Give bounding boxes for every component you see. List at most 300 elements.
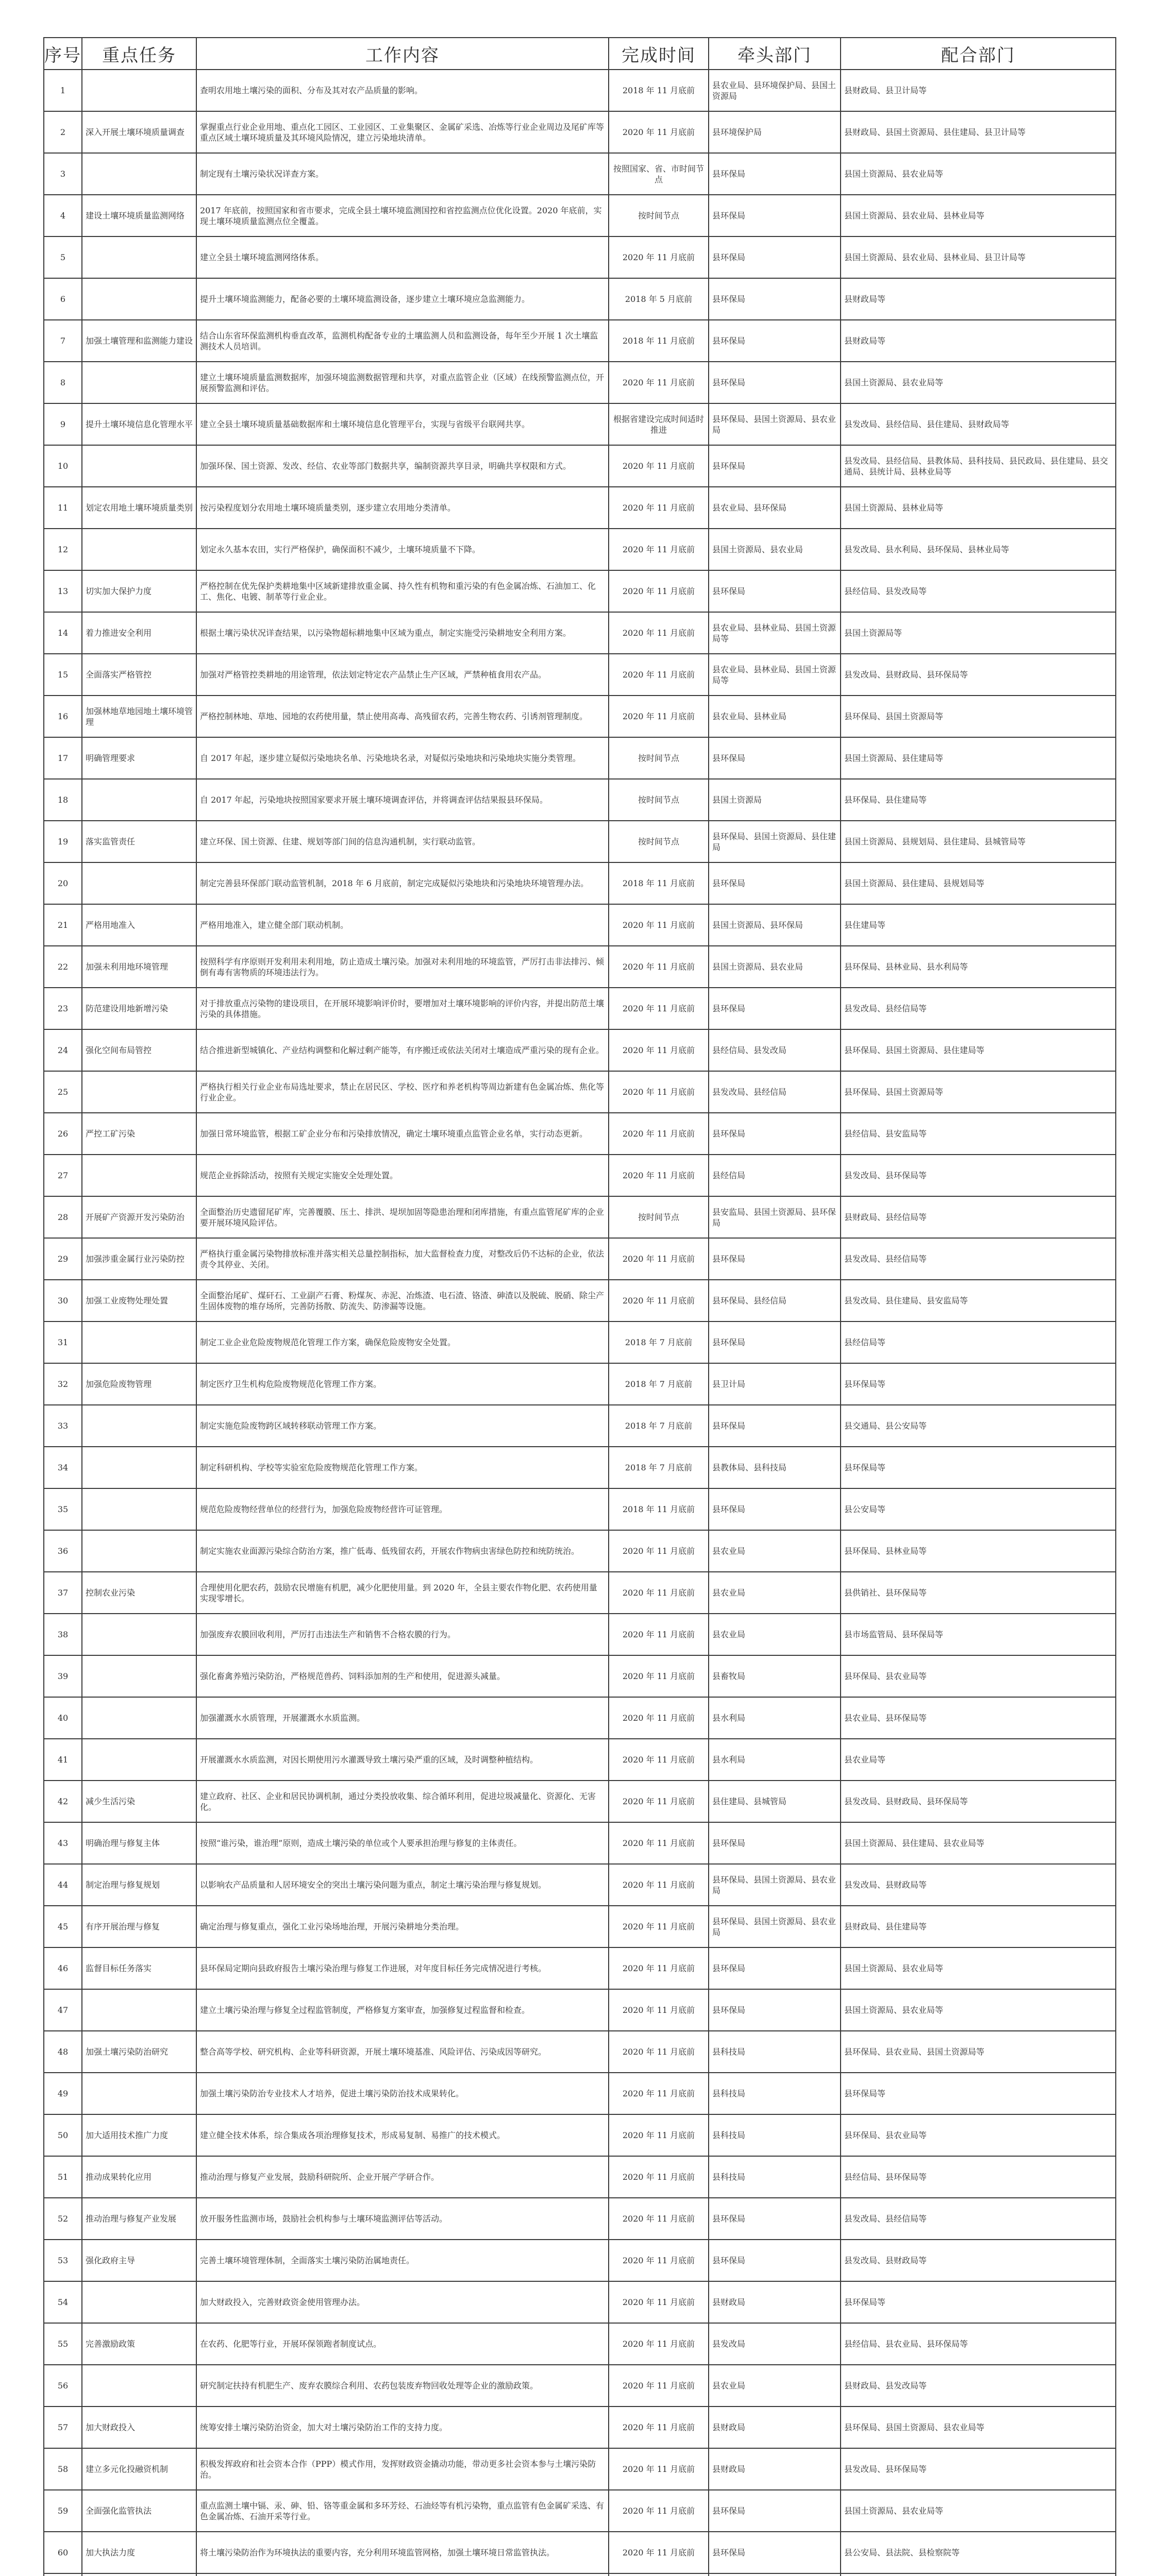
row-support: 县经信局、县安监局等 xyxy=(841,1113,1116,1155)
table-row xyxy=(44,1906,1116,1947)
row-number: 20 xyxy=(44,862,82,904)
table-row xyxy=(44,1363,1116,1405)
row-task: 推动成果转化应用 xyxy=(82,2156,196,2198)
row-number: 39 xyxy=(44,1655,82,1697)
row-content: 全面整治历史遗留尾矿库，完善覆膜、压土、排洪、堤坝加固等隐患治理和闭库措施，有重点监管尾矿库的企业要开展环境风险评估。 xyxy=(196,1196,609,1238)
row-task: 防范建设用地新增污染 xyxy=(82,988,196,1029)
row-time: 2020 年 11 月底前 xyxy=(609,529,709,570)
row-content: 建立土壤环境质量监测数据库，加强环境监测数据管理和共享，对重点监管企业（区域）在线预警监测点位，开展预警监测和评估。 xyxy=(196,362,609,403)
row-lead: 县住建局、县城管局 xyxy=(709,1781,841,1822)
row-support: 县环保局、县国土资源局等 xyxy=(841,1071,1116,1113)
table-row xyxy=(44,1238,1116,1280)
row-lead: 县环保局 xyxy=(709,195,841,236)
row-content: 研究制定扶持有机肥生产、废弃农膜综合利用、农药包装废弃物回收处理等企业的激励政策。 xyxy=(196,2365,609,2406)
row-content: 开展灌溉水水质监测，对因长期使用污水灌溉导致土壤污染严重的区域，及时调整种植结构。 xyxy=(196,1739,609,1781)
row-lead: 县环保局 xyxy=(709,2532,841,2573)
row-time: 2020 年 11 月底前 xyxy=(609,2448,709,2490)
row-time: 2020 年 11 月底前 xyxy=(609,1113,709,1155)
row-number: 56 xyxy=(44,2365,82,2406)
row-lead: 县国土资源局、县农业局 xyxy=(709,946,841,988)
row-number: 5 xyxy=(44,236,82,278)
row-lead: 县环保局、县国土资源局、县农业局 xyxy=(709,1906,841,1947)
row-number: 26 xyxy=(44,1113,82,1155)
row-lead: 县农业局、县林业局 xyxy=(709,696,841,737)
row-lead: 县环保局 xyxy=(709,1947,841,1989)
row-time: 2020 年 11 月底前 xyxy=(609,1071,709,1113)
row-lead: 县农业局 xyxy=(709,2365,841,2406)
row-content: 自 2017 年起，逐步建立疑似污染地块名单、污染地块名录，对疑似污染地块和污染地块实施分类管理。 xyxy=(196,737,609,779)
row-time: 2018 年 7 月底前 xyxy=(609,1405,709,1447)
row-support: 县发改局、县财政局、县环保局等 xyxy=(841,1781,1116,1822)
row-support: 县发改局、县经信局等 xyxy=(841,1238,1116,1280)
row-support: 县经信局等 xyxy=(841,1321,1116,1363)
row-time: 2020 年 11 月底前 xyxy=(609,2114,709,2156)
row-time: 2020 年 11 月底前 xyxy=(609,1947,709,1989)
table-row xyxy=(44,904,1116,946)
row-content: 掌握重点行业企业用地、重点化工园区、工业园区、工业集聚区、金属矿采选、冶炼等行业企业周边及尾矿库等重点区域土壤环境质量及其环境风险情况，建立污染地块清单。 xyxy=(196,111,609,153)
row-number: 17 xyxy=(44,737,82,779)
row-number xyxy=(44,2573,82,2576)
row-task xyxy=(82,1530,196,1572)
row-support: 县环保局等 xyxy=(841,2073,1116,2114)
row-support: 县国土资源局、县住建局、县规划局等 xyxy=(841,862,1116,904)
row-support: 县国土资源局、县林业局等 xyxy=(841,487,1116,529)
table-row xyxy=(44,195,1116,236)
table-row xyxy=(44,2532,1116,2573)
row-lead: 县科技局 xyxy=(709,2114,841,2156)
row-task: 加强危险废物管理 xyxy=(82,1363,196,1405)
row-number: 9 xyxy=(44,403,82,445)
row-task xyxy=(82,1071,196,1113)
row-lead: 县环保局 xyxy=(709,2490,841,2532)
row-support: 县国土资源局、县农业局等 xyxy=(841,2490,1116,2532)
row-task xyxy=(82,278,196,320)
row-number: 42 xyxy=(44,1781,82,1822)
row-task: 监督目标任务落实 xyxy=(82,1947,196,1989)
row-time xyxy=(609,2573,709,2576)
row-support: 县国土资源局、县住建局等 xyxy=(841,737,1116,779)
row-support: 县环保局、县农业局等 xyxy=(841,1655,1116,1697)
table-row xyxy=(44,2031,1116,2073)
row-task xyxy=(82,236,196,278)
row-content: 严格执行重金属污染物排放标准并落实相关总量控制指标，加大监督检查力度，对整改后仍不达标的企业，依法责令其停业、关闭。 xyxy=(196,1238,609,1280)
table-row xyxy=(44,1113,1116,1155)
row-number: 2 xyxy=(44,111,82,153)
row-content: 全面整治尾矿、煤矸石、工业副产石膏、粉煤灰、赤泥、冶炼渣、电石渣、铬渣、砷渣以及脱硫、脱硝、除尘产生固体废物的堆存场所，完善防扬散、防流失、防渗漏等设施。 xyxy=(196,1280,609,1321)
table-row xyxy=(44,362,1116,403)
row-support: 县发改局、县经信局等 xyxy=(841,2198,1116,2240)
row-number: 43 xyxy=(44,1822,82,1864)
row-time: 2020 年 11 月底前 xyxy=(609,236,709,278)
row-content: 制定科研机构、学校等实验室危险废物规范化管理工作方案。 xyxy=(196,1447,609,1488)
row-support: 县环保局、县农业局、县国土资源局等 xyxy=(841,2031,1116,2073)
row-number: 3 xyxy=(44,153,82,195)
table-row xyxy=(44,696,1116,737)
row-task xyxy=(82,445,196,487)
row-task: 提升土壤环境信息化管理水平 xyxy=(82,403,196,445)
row-task xyxy=(82,1321,196,1363)
row-task xyxy=(82,1488,196,1530)
table-row xyxy=(44,1029,1116,1071)
row-lead: 县国土资源局、县环保局 xyxy=(709,904,841,946)
row-content: 建立政府、社区、企业和居民协调机制，通过分类投放收集、综合循环利用，促进垃圾减量化、资源化、无害化。 xyxy=(196,1781,609,1822)
table-row xyxy=(44,1697,1116,1739)
row-content xyxy=(196,2573,609,2576)
row-time: 按时间节点 xyxy=(609,195,709,236)
table-row xyxy=(44,153,1116,195)
row-support: 县环保局、县国土资源局、县农业局等 xyxy=(841,2406,1116,2448)
row-task: 减少生活污染 xyxy=(82,1781,196,1822)
row-support: 县国土资源局、县住建局、县农业局等 xyxy=(841,1822,1116,1864)
row-support: 县环保局、县林业局、县水利局等 xyxy=(841,946,1116,988)
row-content: 加强土壤污染防治专业技术人才培养，促进土壤污染防治技术成果转化。 xyxy=(196,2073,609,2114)
row-lead: 县环保局 xyxy=(709,2240,841,2281)
table-row xyxy=(44,1822,1116,1864)
row-lead: 县环保局 xyxy=(709,153,841,195)
table-row xyxy=(44,2240,1116,2281)
row-time: 2020 年 11 月底前 xyxy=(609,1697,709,1739)
table-row xyxy=(44,1739,1116,1781)
row-number: 35 xyxy=(44,1488,82,1530)
table-row xyxy=(44,278,1116,320)
row-content: 将土壤污染防治作为环境执法的重要内容，充分利用环境监管网格，加强土壤环境日常监管执法。 xyxy=(196,2532,609,2573)
row-task: 加大财政投入 xyxy=(82,2406,196,2448)
row-content: 提升土壤环境监测能力，配备必要的土壤环境监测设备，逐步建立土壤环境应急监测能力。 xyxy=(196,278,609,320)
table-row xyxy=(44,1989,1116,2031)
table-row xyxy=(44,1864,1116,1906)
row-number: 58 xyxy=(44,2448,82,2490)
row-task: 严格用地准入 xyxy=(82,904,196,946)
table-row xyxy=(44,946,1116,988)
row-lead: 县环境保护局 xyxy=(709,111,841,153)
row-lead: 县农业局、县林业局、县国土资源局等 xyxy=(709,612,841,654)
row-task: 全面强化监管执法 xyxy=(82,2490,196,2532)
row-time: 2018 年 11 月底前 xyxy=(609,1488,709,1530)
row-task: 着力推进安全利用 xyxy=(82,612,196,654)
row-support: 县环保局、县国土资源局等 xyxy=(841,696,1116,737)
row-content: 统筹安排土壤污染防治资金，加大对土壤污染防治工作的支持力度。 xyxy=(196,2406,609,2448)
row-task xyxy=(82,1739,196,1781)
row-content: 放开服务性监测市场，鼓励社会机构参与土壤环境监测评估等活动。 xyxy=(196,2198,609,2240)
row-number: 53 xyxy=(44,2240,82,2281)
row-lead: 县环保局、县国土资源局、县住建局 xyxy=(709,821,841,862)
table-row xyxy=(44,862,1116,904)
table-row xyxy=(44,1196,1116,1238)
row-time: 2018 年 5 月底前 xyxy=(609,278,709,320)
row-number: 40 xyxy=(44,1697,82,1739)
row-content: 结合推进新型城镇化、产业结构调整和化解过剩产能等，有序搬迁或依法关闭对土壤造成严重污染的现有企业。 xyxy=(196,1029,609,1071)
row-task: 全面落实严格管控 xyxy=(82,654,196,696)
table-row xyxy=(44,2198,1116,2240)
row-content: 整合高等学校、研究机构、企业等科研资源，开展土壤环境基准、风险评估、污染成因等研究。 xyxy=(196,2031,609,2073)
header-content: 工作内容 xyxy=(196,38,609,70)
row-content: 2017 年底前，按照国家和省市要求，完成全县土壤环境监测国控和省控监测点位优化设置。2020 年底前，实现土壤环境质量监测点位全覆盖。 xyxy=(196,195,609,236)
row-lead: 县农业局、县林业局、县国土资源局等 xyxy=(709,654,841,696)
row-content: 查明农用地土壤污染的面积、分布及其对农产品质量的影响。 xyxy=(196,70,609,111)
row-lead: 县环保局 xyxy=(709,1405,841,1447)
row-number: 32 xyxy=(44,1363,82,1405)
row-number: 10 xyxy=(44,445,82,487)
table-row xyxy=(44,2448,1116,2490)
row-task: 制定治理与修复规划 xyxy=(82,1864,196,1906)
row-lead: 县农业局 xyxy=(709,1530,841,1572)
row-task xyxy=(82,1989,196,2031)
row-number: 22 xyxy=(44,946,82,988)
row-task: 加强土壤污染防治研究 xyxy=(82,2031,196,2073)
row-time: 2020 年 11 月底前 xyxy=(609,2281,709,2323)
row-time: 2020 年 11 月底前 xyxy=(609,1280,709,1321)
row-time: 2018 年 7 月底前 xyxy=(609,1363,709,1405)
row-support: 县财政局、县卫计局等 xyxy=(841,70,1116,111)
row-support: 县发改局、县经信局、县住建局、县财政局等 xyxy=(841,403,1116,445)
row-content: 自 2017 年起，污染地块按照国家要求开展土壤环境调查评估，并将调查评估结果报县环保局。 xyxy=(196,779,609,821)
header-time: 完成时间 xyxy=(609,38,709,70)
row-content: 制定实施危险废物跨区域转移联动管理工作方案。 xyxy=(196,1405,609,1447)
row-task: 明确管理要求 xyxy=(82,737,196,779)
row-time: 2020 年 11 月底前 xyxy=(609,1530,709,1572)
row-support: 县环保局等 xyxy=(841,1363,1116,1405)
row-time: 2020 年 11 月底前 xyxy=(609,988,709,1029)
row-support: 县财政局、县住建局等 xyxy=(841,1906,1116,1947)
row-task: 强化空间布局管控 xyxy=(82,1029,196,1071)
row-content: 加强环保、国土资源、发改、经信、农业等部门数据共享，编制资源共享目录，明确共享权限和方式。 xyxy=(196,445,609,487)
row-content: 按照科学有序原则开发利用未利用地，防止造成土壤污染。加强对未利用地的环境监管，严厉打击非法排污、倾倒有毒有害物质的环境违法行为。 xyxy=(196,946,609,988)
row-lead: 县环保局 xyxy=(709,278,841,320)
row-number: 23 xyxy=(44,988,82,1029)
row-number: 48 xyxy=(44,2031,82,2073)
row-content: 严格控制林地、草地、园地的农药使用量，禁止使用高毒、高残留农药，完善生物农药、引诱剂管理制度。 xyxy=(196,696,609,737)
table-row xyxy=(44,1405,1116,1447)
row-content: 制定实施农业面源污染综合防治方案，推广低毒、低残留农药，开展农作物病虫害绿色防控和统防统治。 xyxy=(196,1530,609,1572)
row-time: 2020 年 11 月底前 xyxy=(609,1572,709,1614)
row-time: 2020 年 11 月底前 xyxy=(609,1989,709,2031)
row-number: 11 xyxy=(44,487,82,529)
row-time: 2020 年 11 月底前 xyxy=(609,2240,709,2281)
row-number: 18 xyxy=(44,779,82,821)
row-task xyxy=(82,1655,196,1697)
row-task: 深入开展土壤环境质量调查 xyxy=(82,111,196,153)
row-number: 54 xyxy=(44,2281,82,2323)
row-content: 建立环保、国土资源、住建、规划等部门间的信息沟通机制，实行联动监管。 xyxy=(196,821,609,862)
row-time: 2020 年 11 月底前 xyxy=(609,1155,709,1196)
row-support: 县国土资源局、县农业局等 xyxy=(841,153,1116,195)
row-number: 25 xyxy=(44,1071,82,1113)
row-content: 强化畜禽养殖污染防治，严格规范兽药、饲料添加剂的生产和使用，促进源头减量。 xyxy=(196,1655,609,1697)
row-number: 14 xyxy=(44,612,82,654)
row-task xyxy=(82,1697,196,1739)
row-time: 根据省建设完成时间适时推进 xyxy=(609,403,709,445)
row-number: 46 xyxy=(44,1947,82,1989)
row-support: 县国土资源局、县农业局等 xyxy=(841,1947,1116,1989)
table-row xyxy=(44,612,1116,654)
row-content: 积极发挥政府和社会资本合作（PPP）模式作用，发挥财政资金撬动功能，带动更多社会资本参与土壤污染防治。 xyxy=(196,2448,609,2490)
row-time: 2020 年 11 月底前 xyxy=(609,1238,709,1280)
row-task: 加强林地草地园地土壤环境管理 xyxy=(82,696,196,737)
row-lead: 县科技局 xyxy=(709,2073,841,2114)
row-content: 以影响农产品质量和人居环境安全的突出土壤污染问题为重点，制定土壤污染治理与修复规划。 xyxy=(196,1864,609,1906)
row-task: 严控工矿污染 xyxy=(82,1113,196,1155)
table-row xyxy=(44,111,1116,153)
table-row xyxy=(44,445,1116,487)
row-lead: 县畜牧局 xyxy=(709,1655,841,1697)
row-task xyxy=(82,1405,196,1447)
row-lead: 县教体局、县科技局 xyxy=(709,1447,841,1488)
row-number: 19 xyxy=(44,821,82,862)
row-content: 按污染程度划分农用地土壤环境质量类别，逐步建立农用地分类清单。 xyxy=(196,487,609,529)
row-support: 县国土资源局、县规划局、县住建局、县城管局等 xyxy=(841,821,1116,862)
row-support: 县国土资源局、县农业局、县林业局等 xyxy=(841,195,1116,236)
row-support xyxy=(841,2573,1116,2576)
row-support: 县公安局、县法院、县检察院等 xyxy=(841,2532,1116,2573)
header-no: 序号 xyxy=(44,38,82,70)
row-number: 4 xyxy=(44,195,82,236)
row-task: 切实加大保护力度 xyxy=(82,570,196,612)
row-time: 2020 年 11 月底前 xyxy=(609,2073,709,2114)
row-task: 加强涉重金属行业污染防控 xyxy=(82,1238,196,1280)
row-task xyxy=(82,153,196,195)
table-row xyxy=(44,654,1116,696)
row-lead: 县环保局 xyxy=(709,1238,841,1280)
row-content: 制定医疗卫生机构危险废物规范化管理工作方案。 xyxy=(196,1363,609,1405)
table-row xyxy=(44,320,1116,362)
row-support: 县发改局、县财政局等 xyxy=(841,1864,1116,1906)
row-number: 36 xyxy=(44,1530,82,1572)
table-row xyxy=(44,1071,1116,1113)
row-time: 2018 年 11 月底前 xyxy=(609,862,709,904)
row-lead: 县国土资源局 xyxy=(709,779,841,821)
row-support: 县供销社、县环保局等 xyxy=(841,1572,1116,1614)
row-content: 规范危险废物经营单位的经营行为，加强危险废物经营许可证管理。 xyxy=(196,1488,609,1530)
row-support: 县经信局、县环保局等 xyxy=(841,2156,1116,2198)
row-lead: 县科技局 xyxy=(709,2156,841,2198)
row-support: 县国土资源局等 xyxy=(841,612,1116,654)
row-content: 重点监测土壤中镉、汞、砷、铅、铬等重金属和多环芳烃、石油烃等有机污染物，重点监管有色金属矿采选、有色金属冶炼、石油开采等行业。 xyxy=(196,2490,609,2532)
row-time: 2020 年 11 月底前 xyxy=(609,612,709,654)
row-task: 加强未利用地环境管理 xyxy=(82,946,196,988)
row-support: 县发改局、县财政局、县环保局等 xyxy=(841,654,1116,696)
table-row xyxy=(44,70,1116,111)
row-time: 2020 年 11 月底前 xyxy=(609,1614,709,1655)
header-task: 重点任务 xyxy=(82,38,196,70)
row-number: 15 xyxy=(44,654,82,696)
row-lead: 县环保局、县经信局 xyxy=(709,1280,841,1321)
row-number: 27 xyxy=(44,1155,82,1196)
row-time: 2020 年 11 月底前 xyxy=(609,1739,709,1781)
row-time: 2020 年 11 月底前 xyxy=(609,2198,709,2240)
row-support: 县交通局、县公安局等 xyxy=(841,1405,1116,1447)
row-support: 县环保局等 xyxy=(841,2281,1116,2323)
row-lead: 县水利局 xyxy=(709,1739,841,1781)
row-task: 明确治理与修复主体 xyxy=(82,1822,196,1864)
row-number: 38 xyxy=(44,1614,82,1655)
table-body xyxy=(44,70,1116,2576)
row-support: 县国土资源局、县农业局、县林业局、县卫计局等 xyxy=(841,236,1116,278)
row-content: 合理使用化肥农药，鼓励农民增施有机肥，减少化肥使用量。到 2020 年，全县主要农作物化肥、农药使用量实现零增长。 xyxy=(196,1572,609,1614)
row-support: 县财政局、县发改局等 xyxy=(841,2365,1116,2406)
row-support: 县发改局、县环保局等 xyxy=(841,1155,1116,1196)
row-content: 完善土壤环境管理体制，全面落实土壤污染防治属地责任。 xyxy=(196,2240,609,2281)
row-number: 33 xyxy=(44,1405,82,1447)
row-number: 34 xyxy=(44,1447,82,1488)
row-task: 控制农业污染 xyxy=(82,1572,196,1614)
row-number: 31 xyxy=(44,1321,82,1363)
row-time: 按时间节点 xyxy=(609,1196,709,1238)
table-row xyxy=(44,2406,1116,2448)
row-lead: 县环保局 xyxy=(709,1822,841,1864)
row-number: 16 xyxy=(44,696,82,737)
row-number: 24 xyxy=(44,1029,82,1071)
row-number: 6 xyxy=(44,278,82,320)
row-support: 县发改局、县环保局等 xyxy=(841,2448,1116,2490)
row-content: 加强灌溉水水质管理，开展灌溉水水质监测。 xyxy=(196,1697,609,1739)
row-number: 57 xyxy=(44,2406,82,2448)
table-row xyxy=(44,779,1116,821)
row-lead: 县环保局 xyxy=(709,2198,841,2240)
row-number: 52 xyxy=(44,2198,82,2240)
row-number: 51 xyxy=(44,2156,82,2198)
row-support: 县农业局等 xyxy=(841,1739,1116,1781)
row-number: 50 xyxy=(44,2114,82,2156)
row-lead: 县发改局 xyxy=(709,2323,841,2365)
row-lead: 县环保局 xyxy=(709,1113,841,1155)
row-time: 按时间节点 xyxy=(609,737,709,779)
row-number: 8 xyxy=(44,362,82,403)
row-lead: 县环保局 xyxy=(709,862,841,904)
row-support: 县发改局、县经信局等 xyxy=(841,988,1116,1029)
row-support: 县发改局、县住建局、县安监局等 xyxy=(841,1280,1116,1321)
table-row xyxy=(44,1321,1116,1363)
row-lead: 县国土资源局、县农业局 xyxy=(709,529,841,570)
row-lead: 县农业局 xyxy=(709,1614,841,1655)
table-row xyxy=(44,1488,1116,1530)
row-task xyxy=(82,70,196,111)
row-lead: 县经信局、县发改局 xyxy=(709,1029,841,1071)
row-content: 制定完善县环保部门联动监管机制，2018 年 6 月底前，制定完成疑似污染地块和污染地块环境管理办法。 xyxy=(196,862,609,904)
row-lead: 县环保局 xyxy=(709,320,841,362)
row-content: 严格执行相关行业企业布局选址要求，禁止在居民区、学校、医疗和养老机构等周边新建有色金属冶炼、焦化等行业企业。 xyxy=(196,1071,609,1113)
row-content: 建立全县土壤环境监测网络体系。 xyxy=(196,236,609,278)
row-number: 30 xyxy=(44,1280,82,1321)
table-row xyxy=(44,1655,1116,1697)
row-task xyxy=(82,2073,196,2114)
row-content: 结合山东省环保监测机构垂直改革，监测机构配备专业的土壤监测人员和监测设备，每年至少开展 1 次土壤监测技术人员培训。 xyxy=(196,320,609,362)
row-lead: 县环保局 xyxy=(709,737,841,779)
table-row xyxy=(44,2365,1116,2406)
row-task xyxy=(82,779,196,821)
row-task: 加大适用技术推广力度 xyxy=(82,2114,196,2156)
row-number: 45 xyxy=(44,1906,82,1947)
header-support: 配合部门 xyxy=(841,38,1116,70)
row-lead: 县环保局、县国土资源局、县农业局 xyxy=(709,403,841,445)
row-time: 2020 年 11 月底前 xyxy=(609,2490,709,2532)
row-number: 13 xyxy=(44,570,82,612)
row-lead: 县水利局 xyxy=(709,1697,841,1739)
row-content: 县环保局定期向县政府报告土壤污染治理与修复工作进展，对年度目标任务完成情况进行考核。 xyxy=(196,1947,609,1989)
table-row xyxy=(44,821,1116,862)
row-content: 加强日常环境监管，根据工矿企业分布和污染排放情况，确定土壤环境重点监管企业名单，实行动态更新。 xyxy=(196,1113,609,1155)
table-row xyxy=(44,1447,1116,1488)
row-time: 2020 年 11 月底前 xyxy=(609,2532,709,2573)
table-row xyxy=(44,2073,1116,2114)
row-lead: 县安监局、县国土资源局、县环保局 xyxy=(709,1196,841,1238)
row-time: 2020 年 11 月底前 xyxy=(609,2365,709,2406)
row-support: 县公安局等 xyxy=(841,1488,1116,1530)
row-content: 严格控制在优先保护类耕地集中区域新建排放重金属、持久性有机物和重污染的有色金属冶炼、石油加工、化工、焦化、电镀、制革等行业企业。 xyxy=(196,570,609,612)
row-time: 2020 年 11 月底前 xyxy=(609,487,709,529)
row-time: 2020 年 11 月底前 xyxy=(609,2156,709,2198)
table-row xyxy=(44,1280,1116,1321)
row-number: 59 xyxy=(44,2490,82,2532)
